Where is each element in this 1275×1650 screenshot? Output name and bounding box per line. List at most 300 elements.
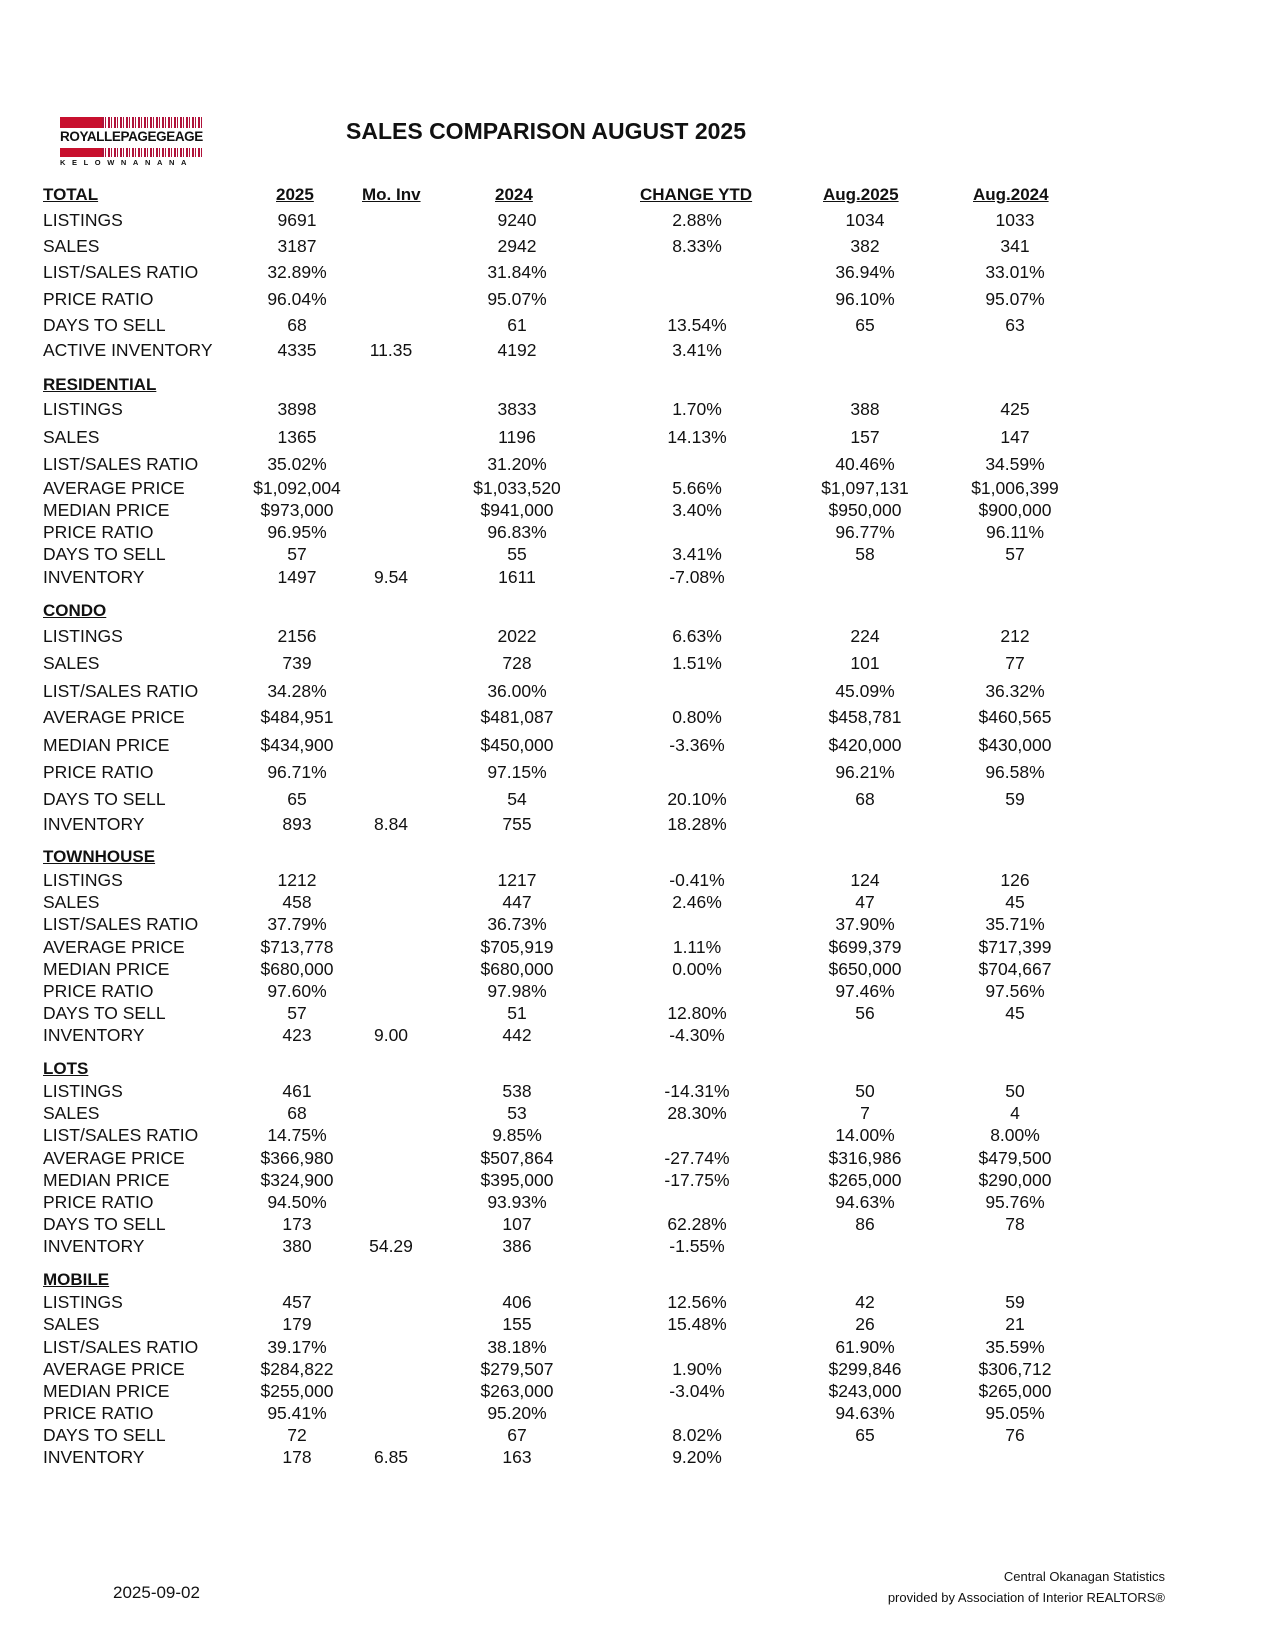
value-change-ytd: 13.54% <box>667 315 727 335</box>
value-2025: $484,951 <box>260 707 334 727</box>
value-2024: 96.83% <box>487 522 547 542</box>
value-aug-2025: 382 <box>850 236 880 256</box>
value-2025: 3898 <box>277 399 317 419</box>
value-aug-2025: 14.00% <box>835 1125 895 1145</box>
value-2025: 4335 <box>277 340 317 360</box>
value-aug-2024: 34.59% <box>985 454 1045 474</box>
row-label: LISTINGS <box>43 399 123 419</box>
value-2024: 54 <box>507 789 527 809</box>
table-row <box>0 1314 1275 1336</box>
value-2024: 9.85% <box>492 1125 542 1145</box>
section-title: CONDO <box>43 601 107 620</box>
row-label: SALES <box>43 236 100 256</box>
row-label: LIST/SALES RATIO <box>43 1337 199 1357</box>
value-2024: $507,864 <box>480 1148 554 1168</box>
value-aug-2024: $265,000 <box>978 1381 1052 1401</box>
row-label: AVERAGE PRICE <box>43 707 185 727</box>
value-change-ytd: -7.08% <box>669 567 725 587</box>
value-change-ytd: 1.11% <box>672 937 722 957</box>
table-row <box>0 1081 1275 1103</box>
table-row <box>0 653 1275 675</box>
value-aug-2025: 56 <box>855 1003 875 1023</box>
value-aug-2025: $420,000 <box>828 735 902 755</box>
value-aug-2024: $900,000 <box>978 500 1052 520</box>
value-change-ytd: 12.80% <box>667 1003 727 1023</box>
value-change-ytd: 18.28% <box>667 814 727 834</box>
value-aug-2024: 35.59% <box>985 1337 1045 1357</box>
value-aug-2024: 126 <box>1000 870 1030 890</box>
value-2024: 97.15% <box>487 762 547 782</box>
table-row <box>0 427 1275 449</box>
value-mo-inv: 6.85 <box>373 1447 409 1467</box>
table-row <box>0 315 1275 337</box>
value-2025: 9691 <box>277 210 317 230</box>
value-2025: 57 <box>287 544 307 564</box>
row-label: DAYS TO SELL <box>43 1214 166 1234</box>
value-aug-2024: 147 <box>1000 427 1030 447</box>
row-label: INVENTORY <box>43 814 145 834</box>
value-aug-2025: 97.46% <box>835 981 895 1001</box>
value-change-ytd: 62.28% <box>667 1214 727 1234</box>
table-row <box>0 1359 1275 1381</box>
table-row <box>0 914 1275 936</box>
value-aug-2025: 157 <box>850 427 880 447</box>
table-row <box>0 959 1275 981</box>
value-2025: 173 <box>282 1214 312 1234</box>
row-label: AVERAGE PRICE <box>43 937 185 957</box>
value-2025: 39.17% <box>267 1337 327 1357</box>
value-aug-2024: 341 <box>1000 236 1030 256</box>
value-change-ytd: -27.74% <box>664 1148 730 1168</box>
table-row <box>0 236 1275 258</box>
row-label: AVERAGE PRICE <box>43 1148 185 1168</box>
header-2024: 2024 <box>495 185 533 204</box>
value-2025: 14.75% <box>267 1125 327 1145</box>
value-2024: $481,087 <box>480 707 554 727</box>
value-2024: 442 <box>502 1025 532 1045</box>
value-2025: 57 <box>287 1003 307 1023</box>
value-aug-2025: $699,379 <box>828 937 902 957</box>
table-row <box>0 478 1275 500</box>
logo-city: KELOWNANANA <box>60 158 194 167</box>
table-row <box>0 981 1275 1003</box>
value-aug-2025: 388 <box>850 399 880 419</box>
row-label: LISTINGS <box>43 210 123 230</box>
value-change-ytd: -3.04% <box>669 1381 725 1401</box>
row-label: PRICE RATIO <box>43 1403 154 1423</box>
source-line-1: Central Okanagan Statistics <box>1003 1569 1165 1584</box>
value-2024: 95.07% <box>487 289 547 309</box>
table-row <box>0 1381 1275 1403</box>
header-aug-2024: Aug.2024 <box>973 185 1049 204</box>
row-label: SALES <box>43 427 100 447</box>
royal-lepage-logo <box>60 117 203 167</box>
value-change-ytd: -4.30% <box>669 1025 725 1045</box>
value-aug-2025: 36.94% <box>835 262 895 282</box>
value-aug-2025: 68 <box>855 789 875 809</box>
value-change-ytd: 1.51% <box>672 653 722 673</box>
value-2024: 31.20% <box>487 454 547 474</box>
value-aug-2024: 4 <box>1010 1103 1020 1123</box>
table-row <box>0 1337 1275 1359</box>
value-aug-2025: $299,846 <box>828 1359 902 1379</box>
table-row <box>0 762 1275 784</box>
value-2024: 67 <box>507 1425 527 1445</box>
table-row <box>0 870 1275 892</box>
value-aug-2025: 7 <box>860 1103 870 1123</box>
value-2025: 461 <box>282 1081 312 1101</box>
value-aug-2024: 212 <box>1000 626 1030 646</box>
value-aug-2024: 95.76% <box>985 1192 1045 1212</box>
value-aug-2024: $704,667 <box>978 959 1052 979</box>
table-row <box>0 1003 1275 1025</box>
table-row <box>0 567 1275 589</box>
table-row <box>0 1447 1275 1469</box>
table-row <box>0 1425 1275 1447</box>
section-title: RESIDENTIAL <box>43 375 157 394</box>
table-row <box>0 522 1275 544</box>
value-2025: 97.60% <box>267 981 327 1001</box>
value-2024: $263,000 <box>480 1381 554 1401</box>
value-aug-2025: $316,986 <box>828 1148 902 1168</box>
header-total: TOTAL <box>43 185 99 204</box>
value-aug-2025: 86 <box>855 1214 875 1234</box>
value-aug-2025: 96.10% <box>835 289 895 309</box>
value-change-ytd: -0.41% <box>669 870 725 890</box>
value-aug-2025: 61.90% <box>835 1337 895 1357</box>
table-row <box>0 789 1275 811</box>
value-aug-2025: 26 <box>855 1314 875 1334</box>
value-change-ytd: 15.48% <box>667 1314 727 1334</box>
value-aug-2025: 94.63% <box>835 1403 895 1423</box>
value-change-ytd: 28.30% <box>667 1103 727 1123</box>
source-line-2: provided by Association of Interior REALTORS® <box>887 1590 1165 1605</box>
table-row <box>0 454 1275 476</box>
value-aug-2025: 101 <box>850 653 880 673</box>
value-2024: $941,000 <box>480 500 554 520</box>
value-aug-2024: 21 <box>1005 1314 1025 1334</box>
value-2024: 406 <box>502 1292 532 1312</box>
value-aug-2024: 59 <box>1005 789 1025 809</box>
value-aug-2025: 224 <box>850 626 880 646</box>
value-2025: $366,980 <box>260 1148 334 1168</box>
table-row <box>0 681 1275 703</box>
value-aug-2024: 33.01% <box>985 262 1045 282</box>
value-mo-inv: 8.84 <box>373 814 409 834</box>
row-label: SALES <box>43 653 100 673</box>
value-change-ytd: 9.20% <box>672 1447 722 1467</box>
value-2025: $434,900 <box>260 735 334 755</box>
value-2024: 2022 <box>497 626 537 646</box>
value-aug-2024: 97.56% <box>985 981 1045 1001</box>
table-row <box>0 707 1275 729</box>
value-2024: 1611 <box>498 567 536 587</box>
table-row <box>0 544 1275 566</box>
row-label: INVENTORY <box>43 567 145 587</box>
value-2025: $680,000 <box>260 959 334 979</box>
value-aug-2025: $243,000 <box>828 1381 902 1401</box>
value-aug-2024: 35.71% <box>985 914 1045 934</box>
row-label: PRICE RATIO <box>43 289 154 309</box>
table-row <box>0 262 1275 284</box>
value-2025: 35.02% <box>267 454 327 474</box>
value-2024: $395,000 <box>480 1170 554 1190</box>
value-change-ytd: 3.40% <box>672 500 722 520</box>
value-aug-2025: 96.21% <box>835 762 895 782</box>
value-aug-2024: 45 <box>1005 892 1025 912</box>
value-2025: 65 <box>287 789 307 809</box>
value-2024: 1217 <box>497 870 537 890</box>
value-mo-inv: 11.35 <box>369 340 413 360</box>
table-row <box>0 1192 1275 1214</box>
value-aug-2024: $479,500 <box>978 1148 1052 1168</box>
table-row <box>0 1148 1275 1170</box>
value-2024: 538 <box>502 1081 532 1101</box>
value-2024: $680,000 <box>480 959 554 979</box>
value-change-ytd: -3.36% <box>669 735 725 755</box>
value-2024: 386 <box>502 1236 532 1256</box>
value-2025: 96.71% <box>267 762 327 782</box>
value-change-ytd: 8.02% <box>672 1425 722 1445</box>
value-2024: 38.18% <box>487 1337 547 1357</box>
value-2024: 163 <box>502 1447 532 1467</box>
row-label: SALES <box>43 1103 100 1123</box>
value-change-ytd: -14.31% <box>664 1081 730 1101</box>
value-2024: 4192 <box>497 340 537 360</box>
value-2025: 179 <box>282 1314 312 1334</box>
table-row <box>0 814 1275 836</box>
row-label: DAYS TO SELL <box>43 1425 166 1445</box>
value-2025: 96.95% <box>267 522 327 542</box>
value-aug-2025: 96.77% <box>835 522 895 542</box>
value-aug-2024: 96.58% <box>985 762 1045 782</box>
value-aug-2024: 78 <box>1005 1214 1025 1234</box>
value-2024: 3833 <box>497 399 537 419</box>
row-label: MEDIAN PRICE <box>43 735 170 755</box>
value-aug-2025: 50 <box>855 1081 875 1101</box>
row-label: LIST/SALES RATIO <box>43 262 199 282</box>
value-2024: $1,033,520 <box>473 478 561 498</box>
value-aug-2025: 94.63% <box>835 1192 895 1212</box>
table-row <box>0 937 1275 959</box>
value-aug-2024: 95.07% <box>985 289 1045 309</box>
row-label: DAYS TO SELL <box>43 1003 166 1023</box>
value-2024: 31.84% <box>487 262 547 282</box>
value-change-ytd: 1.90% <box>672 1359 722 1379</box>
row-label: PRICE RATIO <box>43 981 154 1001</box>
value-aug-2024: 63 <box>1005 315 1025 335</box>
value-aug-2025: 65 <box>855 1425 875 1445</box>
value-aug-2024: 76 <box>1005 1425 1025 1445</box>
value-change-ytd: -1.55% <box>669 1236 725 1256</box>
value-change-ytd: -17.75% <box>664 1170 730 1190</box>
page-title: SALES COMPARISON AUGUST 2025 <box>346 118 747 144</box>
value-aug-2024: 1033 <box>995 210 1035 230</box>
value-aug-2024: 50 <box>1005 1081 1025 1101</box>
value-aug-2025: 65 <box>855 315 875 335</box>
header-mo-inv: Mo. Inv <box>362 185 421 204</box>
value-2025: $324,900 <box>260 1170 334 1190</box>
value-2025: 32.89% <box>267 262 327 282</box>
value-2024: 107 <box>502 1214 532 1234</box>
value-2025: $973,000 <box>260 500 334 520</box>
value-2025: 1212 <box>277 870 317 890</box>
value-aug-2024: $717,399 <box>978 937 1052 957</box>
value-mo-inv: 9.00 <box>373 1025 409 1045</box>
row-label: LISTINGS <box>43 1081 123 1101</box>
value-aug-2025: $265,000 <box>828 1170 902 1190</box>
value-change-ytd: 1.70% <box>672 399 722 419</box>
report-date: 2025-09-02 <box>113 1583 200 1602</box>
value-change-ytd: 3.41% <box>672 340 722 360</box>
value-2024: $279,507 <box>480 1359 554 1379</box>
row-label: MEDIAN PRICE <box>43 1170 170 1190</box>
value-2025: 72 <box>287 1425 307 1445</box>
table-row <box>0 626 1275 648</box>
value-mo-inv: 54.29 <box>369 1236 413 1256</box>
value-aug-2025: 42 <box>855 1292 875 1312</box>
row-label: MEDIAN PRICE <box>43 959 170 979</box>
value-2025: 3187 <box>277 236 317 256</box>
row-label: SALES <box>43 1314 100 1334</box>
value-2025: $255,000 <box>260 1381 334 1401</box>
value-2025: 423 <box>282 1025 312 1045</box>
row-label: LISTINGS <box>43 626 123 646</box>
value-2024: 61 <box>507 315 527 335</box>
row-label: LIST/SALES RATIO <box>43 454 199 474</box>
table-row <box>0 340 1275 362</box>
value-2025: 739 <box>282 653 312 673</box>
table-row <box>0 1125 1275 1147</box>
value-2024: 51 <box>507 1003 527 1023</box>
value-aug-2025: $1,097,131 <box>821 478 909 498</box>
value-aug-2024: 45 <box>1005 1003 1025 1023</box>
value-2024: 95.20% <box>487 1403 547 1423</box>
table-row <box>0 1403 1275 1425</box>
header-aug-2025: Aug.2025 <box>823 185 899 204</box>
row-label: SALES <box>43 892 100 912</box>
value-2025: 68 <box>287 315 307 335</box>
value-2025: 95.41% <box>267 1403 327 1423</box>
value-2025: $713,778 <box>260 937 334 957</box>
header-2025: 2025 <box>276 185 314 204</box>
value-aug-2024: $306,712 <box>978 1359 1052 1379</box>
value-change-ytd: 2.88% <box>672 210 722 230</box>
table-row <box>0 1236 1275 1258</box>
value-2025: 1497 <box>277 567 317 587</box>
value-aug-2024: 95.05% <box>985 1403 1045 1423</box>
row-label: AVERAGE PRICE <box>43 478 185 498</box>
value-aug-2025: 45.09% <box>835 681 895 701</box>
row-label: LIST/SALES RATIO <box>43 681 199 701</box>
row-label: DAYS TO SELL <box>43 315 166 335</box>
row-label: AVERAGE PRICE <box>43 1359 185 1379</box>
row-label: LIST/SALES RATIO <box>43 914 199 934</box>
value-aug-2024: 425 <box>1000 399 1030 419</box>
value-2024: 155 <box>502 1314 532 1334</box>
value-aug-2025: $458,781 <box>828 707 902 727</box>
row-label: INVENTORY <box>43 1025 145 1045</box>
value-2024: 755 <box>502 814 532 834</box>
value-2025: 68 <box>287 1103 307 1123</box>
value-2024: 53 <box>507 1103 527 1123</box>
value-2024: 36.00% <box>487 681 547 701</box>
row-label: ACTIVE INVENTORY <box>43 340 213 360</box>
value-change-ytd: 6.63% <box>672 626 722 646</box>
value-2025: 458 <box>282 892 312 912</box>
table-row <box>0 1025 1275 1047</box>
value-2025: 37.79% <box>267 914 327 934</box>
row-label: PRICE RATIO <box>43 762 154 782</box>
value-2024: 55 <box>507 544 527 564</box>
value-aug-2025: 40.46% <box>835 454 895 474</box>
row-label: LIST/SALES RATIO <box>43 1125 199 1145</box>
value-2024: 1196 <box>498 427 536 447</box>
value-2025: 96.04% <box>267 289 327 309</box>
value-aug-2025: 58 <box>855 544 875 564</box>
section-title: LOTS <box>43 1059 89 1078</box>
value-2025: 893 <box>282 814 312 834</box>
row-label: INVENTORY <box>43 1447 145 1467</box>
value-aug-2025: $950,000 <box>828 500 902 520</box>
value-aug-2024: $1,006,399 <box>971 478 1059 498</box>
row-label: MEDIAN PRICE <box>43 500 170 520</box>
row-label: PRICE RATIO <box>43 1192 154 1212</box>
value-aug-2024: 36.32% <box>985 681 1045 701</box>
value-change-ytd: 2.46% <box>672 892 722 912</box>
value-2024: $450,000 <box>480 735 554 755</box>
value-aug-2025: $650,000 <box>828 959 902 979</box>
value-2025: 34.28% <box>267 681 327 701</box>
value-change-ytd: 0.00% <box>672 959 722 979</box>
value-aug-2024: $290,000 <box>978 1170 1052 1190</box>
table-row <box>0 289 1275 311</box>
logo-barcode-top <box>60 117 203 128</box>
table-row <box>0 210 1275 232</box>
table-row <box>0 1170 1275 1192</box>
value-aug-2024: 77 <box>1005 653 1025 673</box>
value-aug-2024: $460,565 <box>978 707 1052 727</box>
logo-barcode-bottom <box>60 148 203 157</box>
value-2024: 447 <box>502 892 532 912</box>
value-aug-2025: 37.90% <box>835 914 895 934</box>
row-label: PRICE RATIO <box>43 522 154 542</box>
value-2024: 97.98% <box>487 981 547 1001</box>
value-2025: 380 <box>282 1236 312 1256</box>
value-2024: 9240 <box>497 210 537 230</box>
logo-name: ROYALLEPAGEGEAGE <box>60 129 203 144</box>
value-aug-2024: 8.00% <box>990 1125 1040 1145</box>
value-aug-2025: 47 <box>855 892 875 912</box>
value-2024: 93.93% <box>487 1192 547 1212</box>
section-title: TOWNHOUSE <box>43 847 156 866</box>
value-aug-2025: 1034 <box>845 210 885 230</box>
value-2025: 94.50% <box>267 1192 327 1212</box>
table-row <box>0 1214 1275 1236</box>
value-2025: 1365 <box>277 427 317 447</box>
value-2025: $284,822 <box>260 1359 334 1379</box>
table-row <box>0 1103 1275 1125</box>
value-change-ytd: 20.10% <box>667 789 727 809</box>
value-change-ytd: 3.41% <box>672 544 722 564</box>
value-2024: $705,919 <box>480 937 554 957</box>
value-2025: 2156 <box>277 626 317 646</box>
table-row <box>0 500 1275 522</box>
value-mo-inv: 9.54 <box>373 567 409 587</box>
value-2025: 178 <box>282 1447 312 1467</box>
row-label: LISTINGS <box>43 870 123 890</box>
value-aug-2024: $430,000 <box>978 735 1052 755</box>
